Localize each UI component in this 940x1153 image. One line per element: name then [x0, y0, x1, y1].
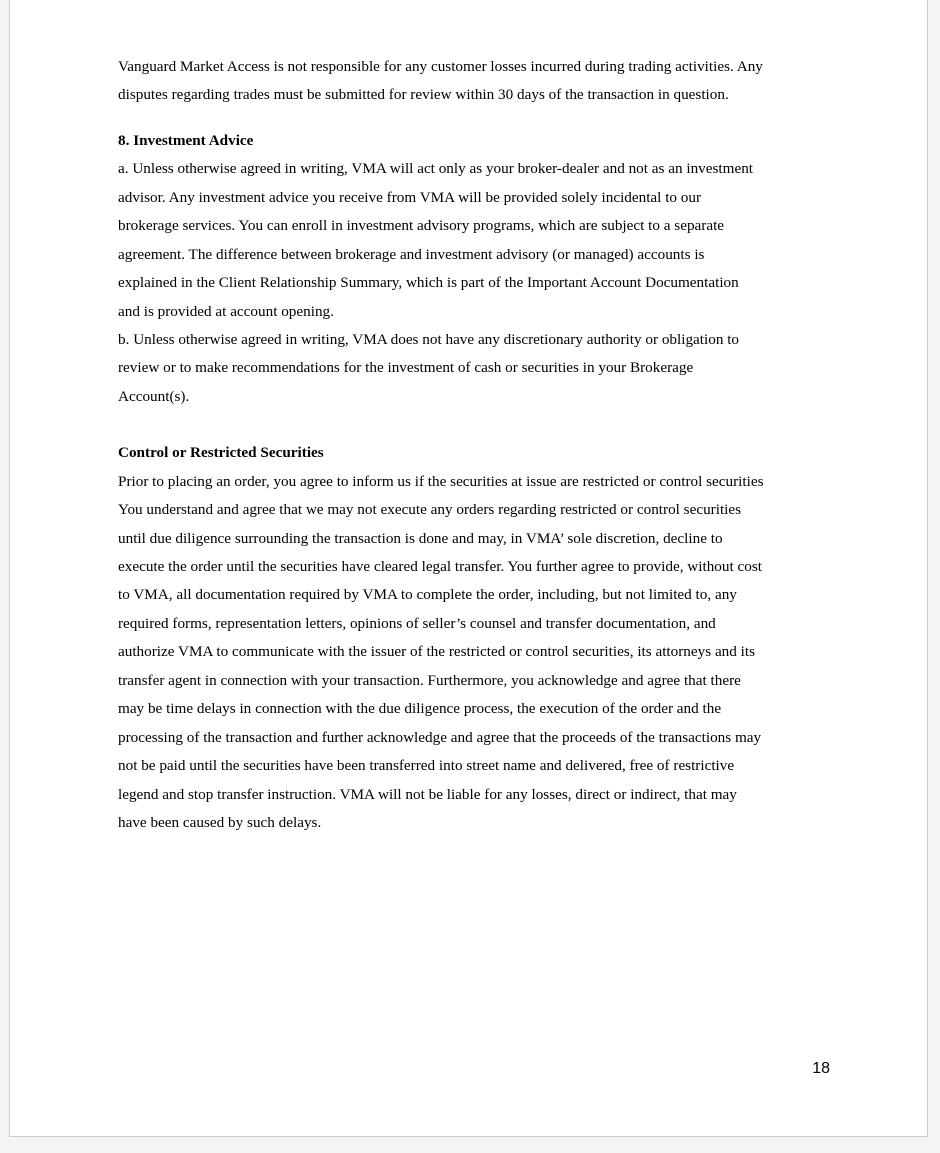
- text-line: Prior to placing an order, you agree to inform us if the securities at issue are restricted or control securities: [118, 472, 764, 490]
- text-line: review or to make recommendations for the investment of cash or securities in your Brokerage: [118, 359, 694, 377]
- text-line: and is provided at account opening.: [118, 302, 334, 320]
- spacer: [118, 411, 833, 439]
- text-line: Account(s).: [118, 387, 190, 405]
- text-line: You understand and agree that we may not execute any orders regarding restricted or control securities: [118, 501, 742, 519]
- text-line: advisor. Any investment advice you receive from VMA will be provided solely incidental to our: [118, 188, 702, 206]
- document-page: [9, 0, 928, 1137]
- text-line: disputes regarding trades must be submitted for review within 30 days of the transaction in question.: [118, 86, 729, 104]
- spacer: [118, 110, 833, 127]
- text-line: transfer agent in connection with your transaction. Furthermore, you acknowledge and agree that there: [118, 671, 741, 689]
- text-line: authorize VMA to communicate with the issuer of the restricted or control securities, its attorneys and its: [118, 643, 756, 661]
- page-content: [118, 53, 833, 837]
- page-number: 18: [812, 1060, 830, 1077]
- text-line: explained in the Client Relationship Summary, which is part of the Important Account Documentation: [118, 274, 739, 292]
- text-line: until due diligence surrounding the transaction is done and may, in VMA’ sole discretion, decline to: [118, 529, 723, 547]
- section-investment-advice: [118, 127, 833, 411]
- text-line: execute the order until the securities have cleared legal transfer. You further agree to provide, without cost: [118, 558, 762, 575]
- section-heading: 8. Investment Advice: [118, 131, 254, 149]
- text-line: b. Unless otherwise agreed in writing, VMA does not have any discretionary authority or obligation to: [118, 330, 740, 348]
- text-line: legend and stop transfer instruction. VMA will not be liable for any losses, direct or indirect, that may: [118, 785, 737, 803]
- text-line: may be time delays in connection with the due diligence process, the execution of the order and the: [118, 700, 722, 718]
- text-line: a. Unless otherwise agreed in writing, VMA will act only as your broker-dealer and not as an investment: [118, 160, 754, 178]
- text-line: agreement. The difference between brokerage and investment advisory (or managed) accounts is: [118, 245, 705, 263]
- intro-paragraph: [118, 53, 833, 110]
- text-line: processing of the transaction and further acknowledge and agree that the proceeds of the transactions may: [118, 728, 762, 746]
- section-control-restricted-securities: [118, 439, 833, 837]
- text-line: Vanguard Market Access is not responsible for any customer losses incurred during trading activities. Any: [118, 58, 763, 75]
- text-line: not be paid until the securities have been transferred into street name and delivered, free of restrictive: [118, 757, 735, 775]
- text-line: required forms, representation letters, opinions of seller’s counsel and transfer documentation, and: [118, 614, 716, 632]
- text-line: to VMA, all documentation required by VMA to complete the order, including, but not limited to, any: [118, 586, 737, 604]
- text-line: have been caused by such delays.: [118, 813, 322, 831]
- section-heading: Control or Restricted Securities: [118, 444, 324, 462]
- text-line: brokerage services. You can enroll in investment advisory programs, which are subject to a separate: [118, 217, 725, 235]
